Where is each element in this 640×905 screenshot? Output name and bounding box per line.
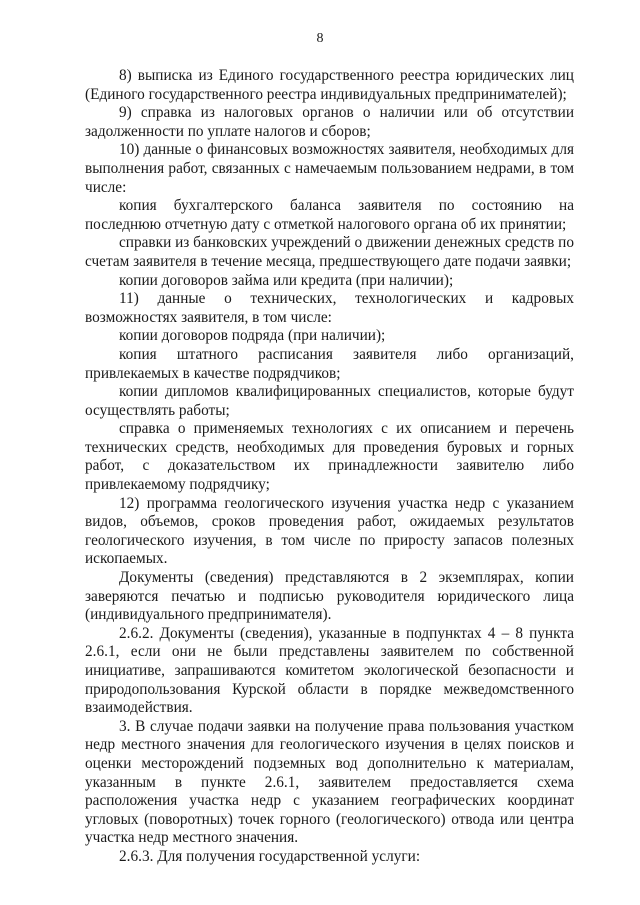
page-number: 8 (316, 31, 324, 46)
document-body (85, 67, 574, 867)
paragraph-item-10: 10) данные о финансовых возможностях заявителя, необходимых для выполнения работ, связанных с намечаемым пользованием недрами, в том числе: (85, 141, 574, 196)
paragraph-copies-note: Документы (сведения) представляются в 2 экземплярах, копии заверяются печатью и подписью руководителя юридического лица (индивидуального предпринимателя). (85, 569, 574, 624)
paragraph-item-12: 12) программа геологического изучения участка недр с указанием видов, объемов, сроков проведения работ, ожидаемых результатов геологического изучения, в том числе по приросту запасов полезных ископаемых. (85, 494, 574, 568)
paragraph-balance-copy: копия бухгалтерского баланса заявителя по состоянию на последнюю отчетную дату с отметкой налогового органа об их принятии; (85, 197, 574, 233)
paragraph-staff-schedule: копия штатного расписания заявителя либо организаций, привлекаемых в качестве подрядчиков; (85, 345, 574, 382)
paragraph-loan-copies: копии договоров займа или кредита (при наличии); (119, 271, 454, 289)
paragraph-item-8: 8) выписка из Единого государственного реестра юридических лиц (Единого государственного реестра индивидуальных предпринимателей); (85, 67, 574, 103)
paragraph-diplomas: копии дипломов квалифицированных специалистов, которые будут осуществлять работы; (85, 383, 574, 419)
paragraph-2-6-3: 2.6.3. Для получения государственной услуги: (119, 847, 421, 865)
paragraph-contract-copies: копии договоров подряда (при наличии); (119, 327, 386, 345)
paragraph-item-9: 9) справка из налоговых органов о наличии или об отсутствии задолженности по уплате налогов и сборов; (85, 104, 574, 140)
paragraph-bank-statements: справки из банковских учреждений о движении денежных средств по счетам заявителя в течение месяца, предшествующего дате подачи заявки; (85, 234, 574, 270)
paragraph-2-6-2: 2.6.2. Документы (сведения), указанные в подпунктах 4 – 8 пункта 2.6.1, если они не были представлены заявителем по собственной инициативе, запрашиваются комитетом экологической безопасности и природопользования Курской области в порядке межведомственного взаимодействия. (85, 624, 574, 717)
paragraph-technologies: справка о применяемых технологиях с их описанием и перечень технических средств, необходимых для проведения буровых и горных работ, с доказательством их принадлежности заявителю либо привлекаемому подрядчику; (85, 420, 574, 494)
paragraph-item-11: 11) данные о технических, технологических и кадровых возможностях заявителя, в том числе: (85, 290, 574, 326)
paragraph-3: 3. В случае подачи заявки на получение права пользования участком недр местного значения для геологического изучения в целях поисков и оценки месторождений подземных вод дополнительно к материалам, указанным в пункте 2.6.1, заявителем предоставляется схема расположения участка недр с указанием географических координат угловых (поворотных) точек горного (геологического) отвода или центра участка недр местного значения. (85, 717, 574, 847)
